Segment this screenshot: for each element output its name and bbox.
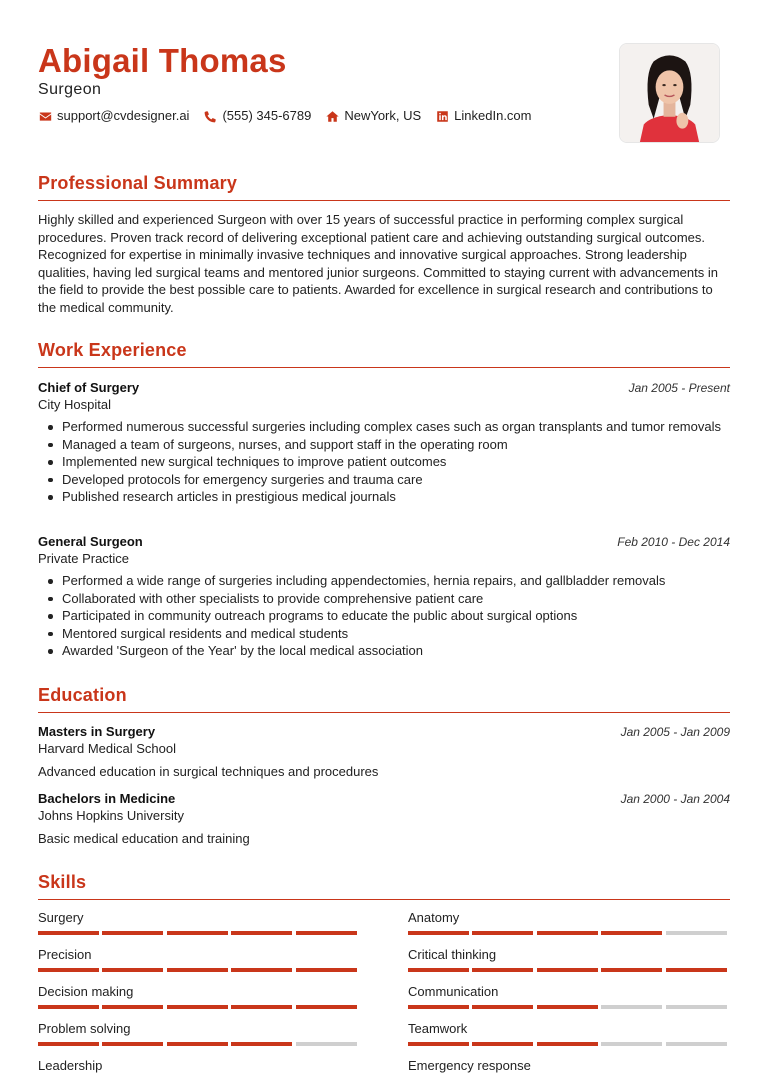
summary-text: Highly skilled and experienced Surgeon with over 15 years of successful practice in performing complex surgical procedures. Proven track record of delivering exceptional patient care and achieving outstanding surgical outcomes. Recognized for expertise in minimally invasive techniques and innovative surgical approaches. Strong leadership qualities, having led surgical teams and mentored junior surgeons. Committed to staying current with advancements in the field to provide the best possible care to patients. Awarded for excellence in surgical research and contributions to the medical community. — [38, 212, 718, 315]
education-entry — [38, 790, 730, 847]
degree-title: Bachelors in Medicine — [38, 791, 176, 806]
skill-name: Communication — [408, 984, 499, 999]
contact-phone[interactable] — [203, 107, 311, 125]
skill-level-segment-filled — [601, 931, 662, 935]
skill-name: Decision making — [38, 984, 134, 999]
job-bullet: Collaborated with other specialists to provide comprehensive patient care — [47, 590, 730, 608]
skill-level-segment-filled — [537, 931, 598, 935]
job-bullet: Performed numerous successful surgeries including complex cases such as organ transplants and tumor removals — [47, 418, 730, 436]
skill-level-segment-filled — [472, 968, 533, 972]
skill-name: Leadership — [38, 1058, 103, 1073]
skill-level-segment-empty — [601, 1005, 662, 1009]
skill-level-segment-filled — [537, 1005, 598, 1009]
job-company: Private Practice — [38, 551, 130, 566]
education-heading: Education — [38, 685, 127, 705]
job-bullet: Mentored surgical residents and medical students — [47, 625, 730, 643]
resume-page — [38, 0, 730, 1078]
skill-level-bar — [38, 1005, 360, 1009]
skill-item — [38, 1057, 360, 1078]
skill-level-segment-filled — [167, 931, 228, 935]
contact-list — [38, 107, 546, 125]
skill-level-segment-filled — [38, 1005, 99, 1009]
section-divider — [38, 712, 730, 713]
skill-item — [408, 1020, 730, 1046]
contact-email[interactable] — [38, 107, 189, 125]
section-divider — [38, 899, 730, 900]
job-bullet: Published research articles in prestigious medical journals — [47, 488, 730, 506]
contact-location — [325, 107, 421, 125]
education-section — [38, 683, 730, 713]
phone-icon — [203, 109, 217, 123]
skill-item — [38, 1020, 360, 1046]
skill-level-segment-filled — [408, 968, 469, 972]
job-title: Chief of Surgery — [38, 380, 140, 395]
job-entry — [38, 533, 730, 660]
skill-level-segment-filled — [296, 968, 357, 972]
skill-level-segment-filled — [408, 1042, 469, 1046]
candidate-title: Surgeon — [38, 81, 102, 98]
skill-level-segment-filled — [38, 931, 99, 935]
skill-level-segment-filled — [167, 968, 228, 972]
skill-level-segment-filled — [102, 968, 163, 972]
skill-level-segment-filled — [537, 968, 598, 972]
job-bullet: Developed protocols for emergency surgeries and trauma care — [47, 471, 730, 489]
job-company: City Hospital — [38, 397, 111, 412]
skills-heading: Skills — [38, 872, 87, 892]
skill-name: Surgery — [38, 910, 84, 925]
candidate-name: Abigail Thomas — [38, 42, 287, 79]
skill-name: Precision — [38, 947, 92, 962]
envelope-icon — [38, 109, 52, 123]
education-description: Advanced education in surgical techniques and procedures — [38, 764, 379, 779]
skill-level-segment-filled — [231, 931, 292, 935]
skill-level-bar — [408, 968, 730, 972]
resume-header — [38, 0, 730, 160]
school-name: Harvard Medical School — [38, 741, 177, 756]
contact-linkedin[interactable] — [435, 107, 531, 125]
school-name: Johns Hopkins University — [38, 808, 184, 823]
job-bullets — [47, 418, 730, 506]
skill-level-segment-empty — [296, 1042, 357, 1046]
skill-name: Anatomy — [408, 910, 460, 925]
skill-level-segment-filled — [472, 1042, 533, 1046]
skill-level-bar — [408, 1005, 730, 1009]
skill-level-segment-filled — [102, 1005, 163, 1009]
skill-item — [38, 983, 360, 1009]
skill-level-bar — [38, 931, 360, 935]
skill-item — [408, 946, 730, 972]
summary-section — [38, 171, 730, 317]
skill-level-segment-empty — [666, 1005, 727, 1009]
job-bullet: Managed a team of surgeons, nurses, and support staff in the operating room — [47, 436, 730, 454]
skill-level-segment-filled — [102, 931, 163, 935]
home-icon — [325, 109, 339, 123]
skill-level-segment-empty — [666, 931, 727, 935]
skill-level-segment-filled — [666, 968, 727, 972]
skill-name: Emergency response — [408, 1058, 531, 1073]
job-bullet: Implemented new surgical techniques to improve patient outcomes — [47, 453, 730, 471]
skill-level-segment-filled — [231, 1005, 292, 1009]
skill-level-segment-filled — [38, 968, 99, 972]
skill-level-segment-filled — [296, 1005, 357, 1009]
job-bullet: Awarded 'Surgeon of the Year' by the local medical association — [47, 642, 730, 660]
skill-level-bar — [408, 931, 730, 935]
skill-level-segment-filled — [231, 1042, 292, 1046]
contact-phone-text: (555) 345-6789 — [222, 108, 312, 123]
skill-item — [408, 983, 730, 1009]
skill-level-segment-filled — [167, 1005, 228, 1009]
linkedin-icon — [435, 109, 449, 123]
skill-level-segment-empty — [601, 1042, 662, 1046]
education-dates: Jan 2005 - Jan 2009 — [620, 725, 730, 739]
skill-item — [38, 946, 360, 972]
skills-section — [38, 870, 730, 900]
skill-level-bar — [408, 1042, 730, 1046]
skill-level-segment-filled — [472, 1005, 533, 1009]
skill-level-segment-filled — [231, 968, 292, 972]
skill-level-segment-filled — [601, 968, 662, 972]
skill-name: Problem solving — [38, 1021, 131, 1036]
summary-heading: Professional Summary — [38, 173, 238, 193]
section-divider — [38, 367, 730, 368]
skill-level-segment-filled — [296, 931, 357, 935]
skill-level-segment-empty — [666, 1042, 727, 1046]
contact-linkedin-text: LinkedIn.com — [454, 108, 532, 123]
skill-level-bar — [38, 968, 360, 972]
education-entry — [38, 723, 730, 780]
experience-heading: Work Experience — [38, 340, 187, 360]
profile-photo — [619, 43, 720, 143]
skill-level-segment-filled — [38, 1042, 99, 1046]
degree-title: Masters in Surgery — [38, 724, 156, 739]
skill-level-segment-filled — [102, 1042, 163, 1046]
skill-name: Critical thinking — [408, 947, 497, 962]
job-title: General Surgeon — [38, 534, 143, 549]
job-dates: Jan 2005 - Present — [628, 381, 730, 395]
education-description: Basic medical education and training — [38, 831, 250, 846]
job-bullets — [47, 572, 730, 660]
skill-item — [408, 1057, 730, 1078]
skill-name: Teamwork — [408, 1021, 468, 1036]
education-dates: Jan 2000 - Jan 2004 — [620, 792, 730, 806]
contact-email-text: support@cvdesigner.ai — [57, 108, 190, 123]
skill-level-segment-filled — [472, 931, 533, 935]
skill-level-segment-filled — [167, 1042, 228, 1046]
contact-location-text: NewYork, US — [344, 108, 422, 123]
skill-level-segment-filled — [408, 1005, 469, 1009]
skill-item — [38, 909, 360, 935]
job-bullet: Performed a wide range of surgeries including appendectomies, hernia repairs, and gallbladder removals — [47, 572, 730, 590]
experience-section — [38, 338, 730, 368]
skill-level-bar — [38, 1042, 360, 1046]
job-bullet: Participated in community outreach programs to educate the public about surgical options — [47, 607, 730, 625]
job-dates: Feb 2010 - Dec 2014 — [617, 535, 730, 549]
job-entry — [38, 379, 730, 506]
section-divider — [38, 200, 730, 201]
skill-level-segment-filled — [537, 1042, 598, 1046]
skill-item — [408, 909, 730, 935]
skill-level-segment-filled — [408, 931, 469, 935]
